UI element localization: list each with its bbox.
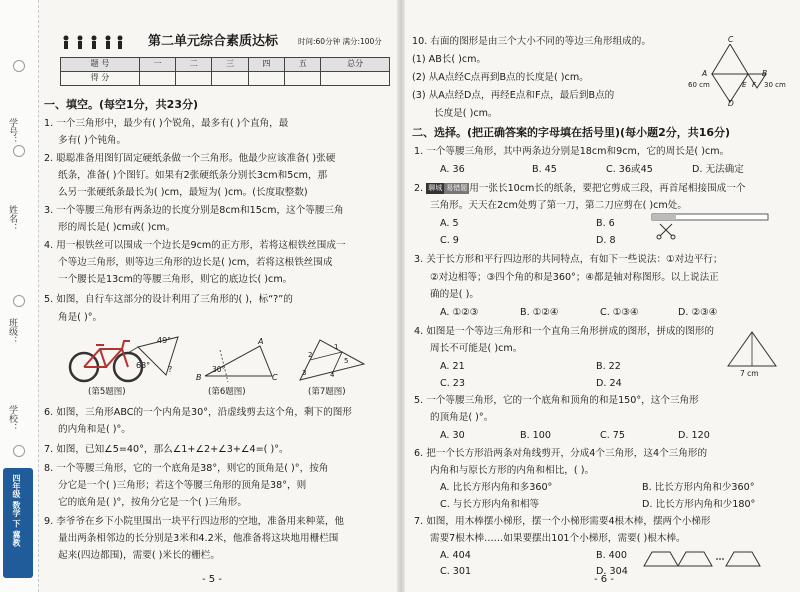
cell: 一 — [139, 58, 175, 72]
page-gutter — [397, 0, 405, 592]
cell: 题 号 — [61, 58, 140, 72]
fig7-n1: 1 — [334, 343, 339, 351]
question-line: 分它是一个( )三角形；若这个等腰三角形的顶角是38°，则 — [58, 480, 307, 491]
cell: 得 分 — [61, 71, 140, 85]
option-a[interactable]: A. 比长方形内角和多360° — [440, 482, 553, 493]
question-line: 5. 如图，自行车这部分的设计利用了三角形的( )，标“?”的 — [44, 294, 293, 305]
label-name: 姓名： — [7, 205, 17, 232]
question-line: 9. 李爷爷在乡下小院里围出一块平行四边形的空地，准备用来种菜，他 — [44, 516, 345, 527]
question-line: 3. 关于长方形和平行四边形的共同特点，有如下一些说法：①对边平行； — [414, 254, 723, 265]
option-c[interactable]: C. 与长方形内角和相等 — [440, 499, 540, 510]
option-d[interactable]: D. 304 — [596, 566, 628, 577]
figure-equilateral-triangles — [708, 44, 778, 108]
section-heading-fill: 一、填空。(每空1分，共23分) — [44, 98, 199, 111]
question-line: 10. 右面的图形是由三个大小不同的等边三角形组成的。 — [412, 36, 651, 47]
figure-paper-strip-scissors — [650, 210, 770, 240]
exam-meta: 时间:60分钟 满分:100分 — [298, 37, 382, 46]
question-line: 2. 聊城 易错题 用一张长10cm长的纸条，要把它剪成三段，再首尾相接围成一个 — [414, 183, 746, 194]
fig10-label-c: C — [728, 35, 734, 44]
label-student-id: 学号： — [7, 118, 17, 145]
binding-hole — [13, 60, 25, 72]
question-line: 长度是( )cm。 — [434, 108, 498, 119]
question-line: 2. 聪聪准备用图钉固定硬纸条做一个三角形。他最少应该准备( )张硬 — [44, 153, 336, 164]
fig5-caption: (第5题图) — [88, 387, 126, 397]
question-line: 形的周长是( )cm或( )cm。 — [58, 222, 176, 233]
brand-art — [60, 34, 126, 52]
option-c[interactable]: C. 9 — [440, 235, 459, 246]
label-class: 班级： — [7, 318, 17, 345]
binding-hole — [13, 445, 25, 457]
question-line: 7. 如图，用木棒摆小梯形，摆一个小梯形需要4根木棒，摆两个小梯形 — [414, 516, 711, 527]
fig10-label-e: E — [742, 81, 747, 89]
fig7-n5: 5 — [344, 357, 349, 365]
fig10-label-a: A — [702, 69, 708, 78]
series-logo: 四年级 数学 下 冀教 — [3, 468, 33, 578]
cell: 总分 — [321, 58, 390, 72]
question-line: 5. 一个等腰三角形，它的一个底角和顶角的和是150°，这个三角形 — [414, 395, 699, 406]
fig10-label-b: B — [762, 69, 768, 78]
cell: 五 — [285, 58, 321, 72]
option-a[interactable]: A. ①②③ — [440, 307, 479, 318]
question-line: 8. 一个等腰三角形，它的一个底角是38°，则它的顶角是( )°，按角 — [44, 463, 329, 474]
option-b[interactable]: B. 6 — [596, 218, 615, 229]
score-input-cell[interactable] — [248, 71, 284, 85]
question-line: 内角和与原长方形的内角和相比，( )。 — [430, 465, 595, 476]
question-line: 量出两条相邻边的长分别是3米和4.2米，他准备将这块地用栅栏围 — [58, 533, 339, 544]
score-input-cell[interactable] — [139, 71, 175, 85]
option-d[interactable]: D. 无法确定 — [692, 164, 744, 175]
option-a[interactable]: A. 404 — [440, 550, 471, 561]
option-b[interactable]: B. 100 — [520, 430, 551, 441]
page-left — [40, 0, 392, 592]
question-line: (1) AB长( )cm。 — [412, 54, 487, 65]
question-line: 个等边三角形，则等边三角形的边长是( )cm，若将这根铁丝围成 — [58, 257, 333, 268]
option-c[interactable]: C. 36或45 — [606, 164, 653, 175]
fig5-angle-left: 63° — [136, 361, 151, 370]
fig7-n3: 3 — [302, 369, 307, 377]
page-number: - 5 - — [202, 574, 222, 585]
fig10-len-60: 60 cm — [688, 81, 710, 89]
question-line: ②对边相等；③四个角的和是360°；④都是轴对称图形。以上说法正 — [430, 272, 719, 283]
question-line: 它的底角是( )°，按角分它是一个( )三角形。 — [58, 497, 247, 508]
question-line: 6. 把一个长方形沿两条对角线剪开，分成4个三角形，这4个三角形的 — [414, 448, 708, 459]
page-title: 第二单元综合素质达标 — [148, 34, 279, 49]
option-a[interactable]: A. 5 — [440, 218, 459, 229]
option-b[interactable]: B. 400 — [596, 550, 627, 561]
option-a[interactable]: A. 30 — [440, 430, 465, 441]
fig6-angle: 30° — [212, 365, 226, 374]
page-right — [410, 0, 794, 592]
label-school: 学校： — [7, 405, 17, 432]
score-input-cell[interactable] — [176, 71, 212, 85]
fig-q4-length: 7 cm — [740, 369, 759, 378]
question-line: (3) 从A点经D点，再经E点和F点，最后到B点的 — [412, 90, 615, 101]
question-line: 6. 如图，三角形ABC的一个内角是30°，沿虚线剪去这个角，剩下的图形 — [44, 407, 352, 418]
score-input-cell[interactable] — [321, 71, 390, 85]
question-line: 么另一张硬纸条最长为( )cm，最短为( )cm。(长度取整数) — [58, 187, 308, 198]
question-line: 周长不可能是( )cm。 — [430, 343, 523, 354]
difficulty-tag: 易错题 — [446, 184, 468, 192]
option-c[interactable]: C. 75 — [600, 430, 626, 441]
binding-hole — [13, 295, 25, 307]
binding-strip — [0, 0, 39, 592]
score-input-cell[interactable] — [212, 71, 248, 85]
option-b[interactable]: B. 比长方形内角和少360° — [642, 482, 755, 493]
question-line: 的顶角是( )°。 — [430, 412, 494, 423]
fig10-label-f: F — [752, 81, 757, 89]
option-b[interactable]: B. ①②④ — [520, 307, 559, 318]
option-c[interactable]: C. 23 — [440, 378, 466, 389]
question-line: 一个腰长是13cm的等腰三角形，则它的底边长( )cm。 — [58, 274, 293, 285]
question-line: 角是( )°。 — [58, 312, 103, 323]
option-a[interactable]: A. 21 — [440, 361, 465, 372]
question-line: (2) 从A点经C点再到B点的长度是( )cm。 — [412, 72, 589, 83]
question-line: 的内角和是( )°。 — [58, 424, 131, 435]
option-d[interactable]: D. 比长方形内角和少180° — [642, 499, 756, 510]
fig6-caption: (第6题图) — [208, 387, 246, 397]
section-heading-choice: 二、选择。(把正确答案的字母填在括号里)(每小题2分，共16分) — [412, 126, 731, 139]
question-line: 三角形。天天在2cm处剪了第一刀，第二刀应剪在( )cm处。 — [430, 200, 687, 211]
fig6-label-a: A — [258, 337, 264, 346]
score-value-row — [61, 71, 390, 85]
option-d[interactable]: D. ②③④ — [678, 307, 718, 318]
score-input-cell[interactable] — [285, 71, 321, 85]
question-line: 确的是( )。 — [430, 289, 479, 300]
fig7-n2: 2 — [308, 351, 313, 359]
score-table — [60, 57, 390, 86]
cell: 三 — [212, 58, 248, 72]
option-d[interactable]: D. 8 — [596, 235, 616, 246]
option-c[interactable]: C. 301 — [440, 566, 472, 577]
page-number: - 6 - — [594, 574, 614, 585]
question-line: 4. 用一根铁丝可以围成一个边长是9cm的正方形，若将这根铁丝围成一 — [44, 240, 346, 251]
option-a[interactable]: A. 36 — [440, 164, 465, 175]
cell: 二 — [176, 58, 212, 72]
question-line: 多有( )个钝角。 — [58, 135, 127, 146]
question-line: 4. 如图是一个等边三角形和一个直角三角形拼成的图形，拼成的图形的 — [414, 326, 715, 337]
question-text: 用一张长10cm长的纸条，要把它剪成三段，再首尾相接围成一个 — [469, 183, 746, 194]
figure-composite-triangle — [726, 328, 780, 368]
cell: 四 — [248, 58, 284, 72]
fig7-n4: 4 — [330, 371, 335, 379]
question-line: 3. 一个等腰三角形有两条边的长度分别是8cm和15cm，这个等腰三角 — [44, 205, 344, 216]
score-header-row — [61, 58, 390, 72]
fig10-len-30: 30 cm — [764, 81, 786, 89]
region-tag: 聊城 — [428, 184, 443, 192]
question-line: 1. 一个等腰三角形，其中两条边分别是18cm和9cm，它的周长是( )cm。 — [414, 146, 730, 157]
question-line: 1. 一个三角形中，最少有( )个锐角，最多有( )个直角，最 — [44, 118, 289, 129]
question-line: 纸条，准备( )个图钉。如果有2张硬纸条分别长3cm和5cm，那 — [58, 170, 328, 181]
fig6-label-b: B — [196, 373, 202, 382]
figure-triangle-abc — [200, 338, 280, 383]
option-b[interactable]: B. 22 — [596, 361, 621, 372]
option-b[interactable]: B. 45 — [532, 164, 557, 175]
fig7-caption: (第7题图) — [308, 387, 346, 397]
question-line: 起来(四边都围)，需要( )米长的栅栏。 — [58, 550, 220, 561]
figure-bicycle — [66, 335, 196, 385]
fig10-label-d: D — [728, 99, 734, 108]
figure-trapezoid-sticks — [642, 548, 772, 568]
option-c[interactable]: C. ①③④ — [600, 307, 639, 318]
option-d[interactable]: D. 120 — [678, 430, 710, 441]
fig5-mark: ? — [168, 365, 173, 374]
fig6-label-c: C — [272, 373, 278, 382]
question-line: 7. 如图，已知∠5=40°，那么∠1+∠2+∠3+∠4=( )°。 — [44, 444, 289, 455]
binding-hole — [13, 145, 25, 157]
question-line: 需要7根木棒……如果要摆出101个小梯形，需要( )根木棒。 — [430, 533, 686, 544]
option-d[interactable]: D. 24 — [596, 378, 622, 389]
fig5-angle-top: 49° — [157, 336, 172, 345]
